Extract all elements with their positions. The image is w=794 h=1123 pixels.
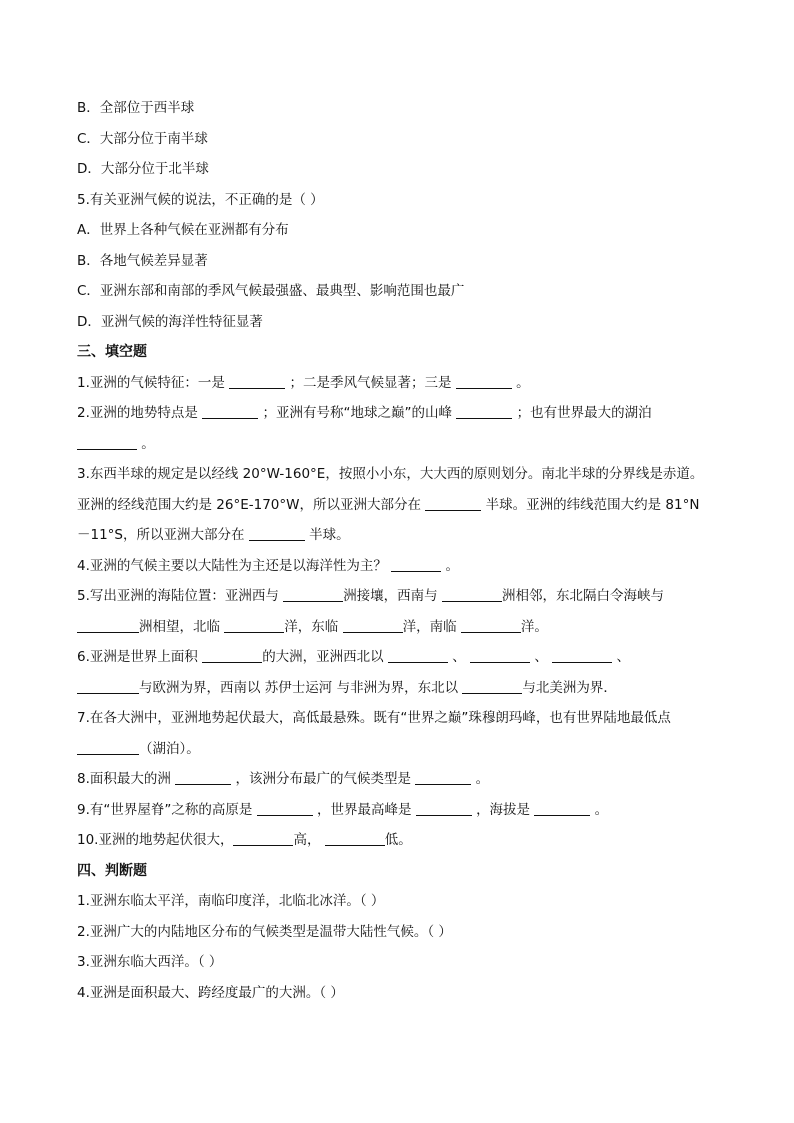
fill-question-1: 1.亚洲的气候特征：一是 ；二是季风气候显著；三是 。 xyxy=(77,374,530,391)
option-d: D．大部分位于北半球 xyxy=(77,161,209,177)
fill-question-7-line2: （湖泊）。 xyxy=(77,739,767,770)
answer-blank[interactable] xyxy=(233,831,293,846)
answer-blank[interactable] xyxy=(224,618,284,633)
answer-blank[interactable] xyxy=(283,587,343,602)
answer-blank[interactable] xyxy=(388,648,448,663)
fill-question-6: 6.亚洲是世界上面积 的大洲，亚洲西北以 、 、 、 xyxy=(77,649,630,665)
q5-option-a: A．世界上各种气候在亚洲都有分布 xyxy=(77,222,289,238)
answer-blank[interactable] xyxy=(456,404,512,419)
answer-blank[interactable] xyxy=(442,587,502,602)
answer-blank[interactable] xyxy=(202,404,258,419)
q5-option-d: D．亚洲气候的海洋性特征显著 xyxy=(77,313,263,330)
answer-blank[interactable] xyxy=(461,618,521,633)
document-content xyxy=(77,98,767,1013)
judge-question-3: 3.亚洲东临大西洋。（ ） xyxy=(77,954,223,970)
fill-question-3-line2: 亚洲的经线范围大约是 26°E-170°W，所以亚洲大部分在 半球。亚洲的纬线范围大约是 81°N xyxy=(77,496,700,513)
answer-blank[interactable] xyxy=(249,526,305,541)
fill-question-5-cont: 洲相望，北临 洋，东临 洋，南临 洋。 xyxy=(77,617,767,648)
answer-blank[interactable] xyxy=(415,770,471,785)
fill-question-4: 4.亚洲的气候主要以大陆性为主还是以海洋性为主？ 。 xyxy=(77,557,459,574)
fill-question-2-cont: 。 xyxy=(77,434,767,465)
answer-blank[interactable] xyxy=(456,374,512,389)
fill-question-8: 8.面积最大的洲 ，该洲分布最广的气候类型是 。 xyxy=(77,771,490,787)
answer-blank[interactable] xyxy=(534,801,590,816)
answer-blank[interactable] xyxy=(470,648,530,663)
fill-question-3-line1: 3.东西半球的规定是以经线 20°W-160°E，按照小小东，大大西的原则划分。南北半球的分界线是赤道。 xyxy=(77,466,704,482)
answer-blank[interactable] xyxy=(77,679,139,694)
answer-blank[interactable] xyxy=(77,435,137,450)
judge-question-1: 1.亚洲东临太平洋，南临印度洋，北临北冰洋。（ ） xyxy=(77,893,385,909)
answer-blank[interactable] xyxy=(202,648,262,663)
section-3-title: 三、填空题 xyxy=(77,344,147,360)
section-4-title: 四、判断题 xyxy=(77,862,147,879)
answer-blank[interactable] xyxy=(325,831,385,846)
fill-question-3-line3: －11°S，所以亚洲大部分在 半球。 xyxy=(77,527,350,543)
fill-question-5: 5.写出亚洲的海陆位置：亚洲西与 洲接壤，西南与 洲相邻，东北隔白令海峡与 xyxy=(77,588,664,604)
fill-question-9: 9.有“世界屋脊”之称的高原是 ，世界最高峰是 ，海拔是 。 xyxy=(77,801,609,818)
answer-blank[interactable] xyxy=(257,801,313,816)
fill-question-10: 10.亚洲的地势起伏很大， 高， 低。 xyxy=(77,832,412,848)
q5-option-c: C．亚洲东部和南部的季风气候最强盛、最典型、影响范围也最广 xyxy=(77,283,465,299)
fill-question-7-line1: 7.在各大洲中，亚洲地势起伏最大，高低最悬殊。既有“世界之巅”珠穆朗玛峰，也有世界陆地最低点 xyxy=(77,710,671,726)
judge-question-4: 4.亚洲是面积最大、跨经度最广的大洲。（ ） xyxy=(77,984,344,1001)
fill-question-6-cont: 与欧洲为界，西南以 苏伊士运河 与非洲为界，东北以 与北美洲为界． xyxy=(77,678,767,709)
answer-blank[interactable] xyxy=(229,374,285,389)
option-b: B．全部位于西半球 xyxy=(77,100,195,116)
answer-blank[interactable] xyxy=(175,770,231,785)
answer-blank[interactable] xyxy=(391,557,441,572)
answer-blank[interactable] xyxy=(77,740,139,755)
q5-option-b: B．各地气候差异显著 xyxy=(77,252,208,269)
option-c: C．大部分位于南半球 xyxy=(77,130,208,147)
answer-blank[interactable] xyxy=(462,679,522,694)
answer-blank[interactable] xyxy=(77,618,139,633)
answer-blank[interactable] xyxy=(552,648,612,663)
answer-blank[interactable] xyxy=(416,801,472,816)
answer-blank[interactable] xyxy=(343,618,403,633)
answer-blank[interactable] xyxy=(425,496,481,511)
judge-question-2: 2.亚洲广大的内陆地区分布的气候类型是温带大陆性气候。（ ） xyxy=(77,923,452,940)
question-5-stem: 5.有关亚洲气候的说法，不正确的是（ ） xyxy=(77,191,324,208)
fill-question-2: 2.亚洲的地势特点是 ；亚洲有号称“地球之巅”的山峰 ；也有世界最大的湖泊 xyxy=(77,405,652,421)
